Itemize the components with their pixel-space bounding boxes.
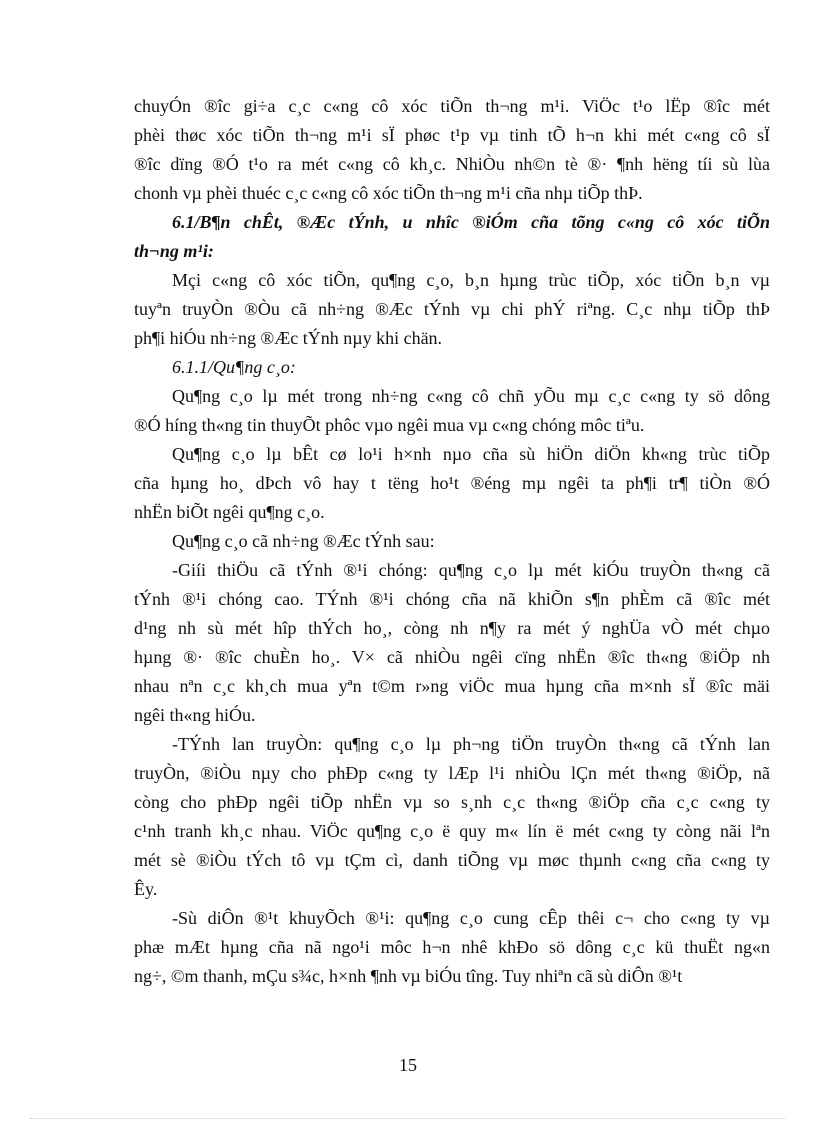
body-paragraph [134,556,770,730]
text-line: ngêi th«ng hiÓu. [134,705,256,725]
subsection-heading [134,353,770,382]
text-line: ph¶i hiÓu nh÷ng ®Æc tÝnh nµy khi chän. [134,328,443,348]
text-line: nhËn biÕt ngêi qu¶ng c¸o. [134,502,325,522]
body-text [134,92,770,991]
text-line: c¹nh tranh kh¸c nhau. ViÖc qu¶ng c¸o ë quy m« lín ë mét c«ng ty còng nãi lªn [134,821,770,841]
body-paragraph [134,92,770,208]
text-line: Qu¶ng c¸o lµ bÊt cø lo¹i h×nh nµo cña sù hiÖn diÖn kh«ng trùc tiÕp [172,444,770,464]
text-line: ®îc dïng ®Ó t¹o ra mét c«ng cô kh¸c. NhiÒu nh©n tè ®· ¶nh hëng tíi sù lùa [134,154,770,174]
text-line: ®Ó híng th«ng tin thuyÕt phôc vµo ngêi mua vµ c«ng chóng môc tiªu. [134,415,645,435]
body-paragraph [134,527,770,556]
text-line: Mçi c«ng cô xóc tiÕn, qu¶ng c¸o, b¸n hµng trùc tiÕp, xóc tiÕn b¸n vµ [172,270,770,290]
text-line: th¬ng m¹i: [134,241,214,261]
text-line: -Sù diÔn ®¹t khuyÕch ®¹i: qu¶ng c¸o cung cÊp thêi c¬ cho c«ng ty vµ [172,908,770,928]
text-line: Qu¶ng c¸o cã nh÷ng ®Æc tÝnh sau: [172,531,435,551]
text-line: tÝnh ®¹i chóng cao. TÝnh ®¹i chóng cña nã khiÕn s¶n phÈm cã ®îc mét [134,589,770,609]
body-paragraph [134,266,770,353]
text-line: hµng ®· ®îc chuÈn ho¸. V× cã nhiÒu ngêi cïng nhËn ®îc th«ng ®iÖp nh [134,647,770,667]
text-line: -TÝnh lan truyÒn: qu¶ng c¸o lµ ph¬ng tiÖn truyÒn th«ng cã tÝnh lan [172,734,770,754]
text-line: còng cho phÐp ngêi tiÕp nhËn vµ so s¸nh c¸c th«ng ®iÖp cña c¸c c«ng ty [134,792,770,812]
text-line: 6.1/B¶n chÊt, ®Æc tÝnh, u nhîc ®iÓm cña tõng c«ng cô xóc tiÕn [172,212,770,232]
text-line: tuyªn truyÒn ®Òu cã nh÷ng ®Æc tÝnh vµ chi phÝ riªng. C¸c nhµ tiÕp thÞ [134,299,770,319]
text-line: Qu¶ng c¸o lµ mét trong nh÷ng c«ng cô chñ yÕu mµ c¸c c«ng ty sö dông [172,386,770,406]
body-paragraph [134,382,770,440]
text-line: ng÷, ©m thanh, mÇu s¾c, h×nh ¶nh vµ biÓu tîng. Tuy nhiªn cã sù diÔn ®¹t [134,966,683,986]
text-line: Êy. [134,879,158,899]
page-number: 15 [399,1055,417,1075]
text-line: phæ mÆt hµng cña nã ngo¹i môc h¬n nhê khÐo sö dông c¸c kü thuËt ng«n [134,937,770,957]
text-line: chonh vµ phèi thuéc c¸c c«ng cô xóc tiÕn th¬ng m¹i cña nhµ tiÕp thÞ. [134,183,643,203]
text-line: phèi thøc xóc tiÕn th¬ng m¹i sÏ phøc t¹p vµ tinh tÕ h¬n khi mét c«ng cô sÏ [134,125,770,145]
section-heading [134,208,770,266]
text-line: -Giíi thiÖu cã tÝnh ®¹i chóng: qu¶ng c¸o lµ mét kiÓu truyÒn th«ng cã [172,560,770,580]
text-line: 6.1.1/Qu¶ng c¸o: [172,357,296,377]
text-line: truyÒn, ®iÒu nµy cho phÐp c«ng ty lÆp l¹i nhiÒu lÇn mét th«ng ®iÖp, nã [134,763,770,783]
text-line: d¹ng nh sù mét hîp thÝch ho¸, còng nh n¶y ra mét ý nghÜa vÒ mét chµo [134,618,770,638]
page-bottom-divider [30,1118,786,1119]
text-line: nhau nªn c¸c kh¸ch mua yªn t©m r»ng viÖc mua hµng cña m×nh sÏ ®îc mäi [134,676,770,696]
body-paragraph [134,904,770,991]
text-line: cña hµng ho¸ dÞch vô hay t tëng ho¹t ®éng mµ ngêi ta ph¶i tr¶ tiÒn ®Ó [134,473,770,493]
text-line: chuyÓn ®îc gi÷a c¸c c«ng cô xóc tiÕn th¬ng m¹i. ViÖc t¹o lËp ®îc mét [134,96,770,116]
body-paragraph [134,440,770,527]
text-line: mét sè ®iÒu tÝch tô vµ tÇm cì, danh tiÕng vµ møc thµnh c«ng cña c«ng ty [134,850,770,870]
body-paragraph [134,730,770,904]
